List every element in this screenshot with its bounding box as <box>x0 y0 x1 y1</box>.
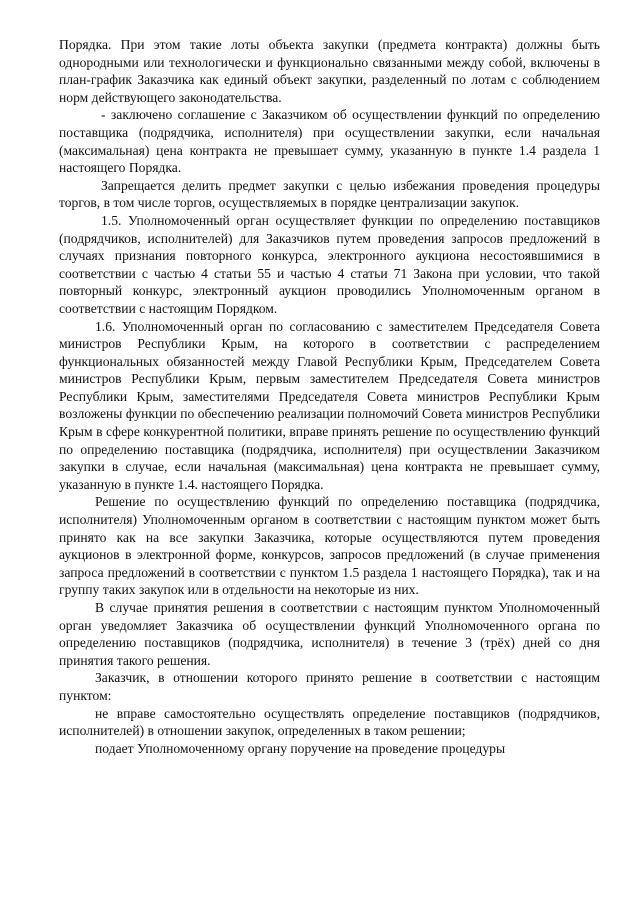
paragraph-section-1-6: 1.6. Уполномоченный орган по согласованию с заместителем Председателя Совета министров Республики Крым, на которого в соответствии с распределением функциональных обязанностей между Главой Республики Крым, Председателем Совета министров Республики Крым, первым заместителем Председателя Совета министров Республики Крым, заместителями Председателя Совета министров Республики Крым возложены функции по обеспечению реализации полномочий Совета министров Республики Крым в сфере конкурентной политики, вправе принять решение по осуществлению функций по определению поставщика (подрядчика, исполнителя) при осуществлении Заказчиком закупки в случае, если начальная (максимальная) цена контракта не превышает сумму, указанную в пункте 1.4. настоящего Порядка. <box>59 318 600 492</box>
paragraph-submits-order: подает Уполномоченному органу поручение на проведение процедуры <box>95 740 506 756</box>
paragraph-split-prohibition: Запрещается делить предмет закупки с целью избежания проведения процедуры торгов, в том числе торгов, осуществляемых в порядке централизации закупок. <box>59 177 600 211</box>
paragraph-customer: Заказчик, в отношении которого принято решение в соответствии с настоящим пунктом: <box>59 670 600 703</box>
paragraph-not-entitled: не вправе самостоятельно осуществлять определение поставщиков (подрядчиков, исполнителей) в отношении закупок, определенных в таком решении; <box>59 705 600 739</box>
paragraph-lots-continuation: Порядка. При этом такие лоты объекта закупки (предмета контракта) должны быть однородными или технологически и функционально связанными между собой, включены в план-график Заказчика как единый объект закупки, разделенный по лотам с соблюдением норм действующего законодательства. <box>59 37 600 105</box>
paragraph-notification: В случае принятия решения в соответствии с настоящим пунктом Уполномоченный орган уведомляет Заказчика об осуществлении функций Уполномоченного органа по определению поставщиков (подрядчика, исполнителя) в течение 3 (трёх) дней со дня принятия такого решения. <box>59 600 600 668</box>
paragraph-section-1-5: 1.5. Уполномоченный орган осуществляет функции по определению поставщиков (подрядчиков, исполнителей) для Заказчиков путем проведения запросов предложений в случаях признания повторного конкурса, электронного аукциона несостоявшимися в соответствии с частью 4 статьи 55 и частью 4 статьи 71 Закона при условии, что такой повторный конкурс, электронный аукцион проводились Уполномоченным органом в соответствии с настоящим Порядком. <box>59 212 600 316</box>
paragraph-decision: Решение по осуществлению функций по определению поставщика (подрядчика, исполнителя) Уполномоченным органом в соответствии с настоящим пунктом может быть принято как на все закупки Заказчика, которые осуществляются путем проведения аукционов в электронной форме, конкурсов, запросов предложений (в случае применения запроса предложений в соответствии с пунктом 1.5 раздела 1 настоящего Порядка), так и на группу таких закупок или в отдельности на некоторые из них. <box>59 494 600 598</box>
document-page <box>59 36 600 757</box>
paragraph-agreement-clause: - заключено соглашение с Заказчиком об осуществлении функций по определению поставщика (подрядчика, исполнителя) при осуществлении закупки, если начальная (максимальная) цена контракта не превышает сумму, указанную в пункте 1.4 раздела 1 настоящего Порядка. <box>59 107 600 176</box>
